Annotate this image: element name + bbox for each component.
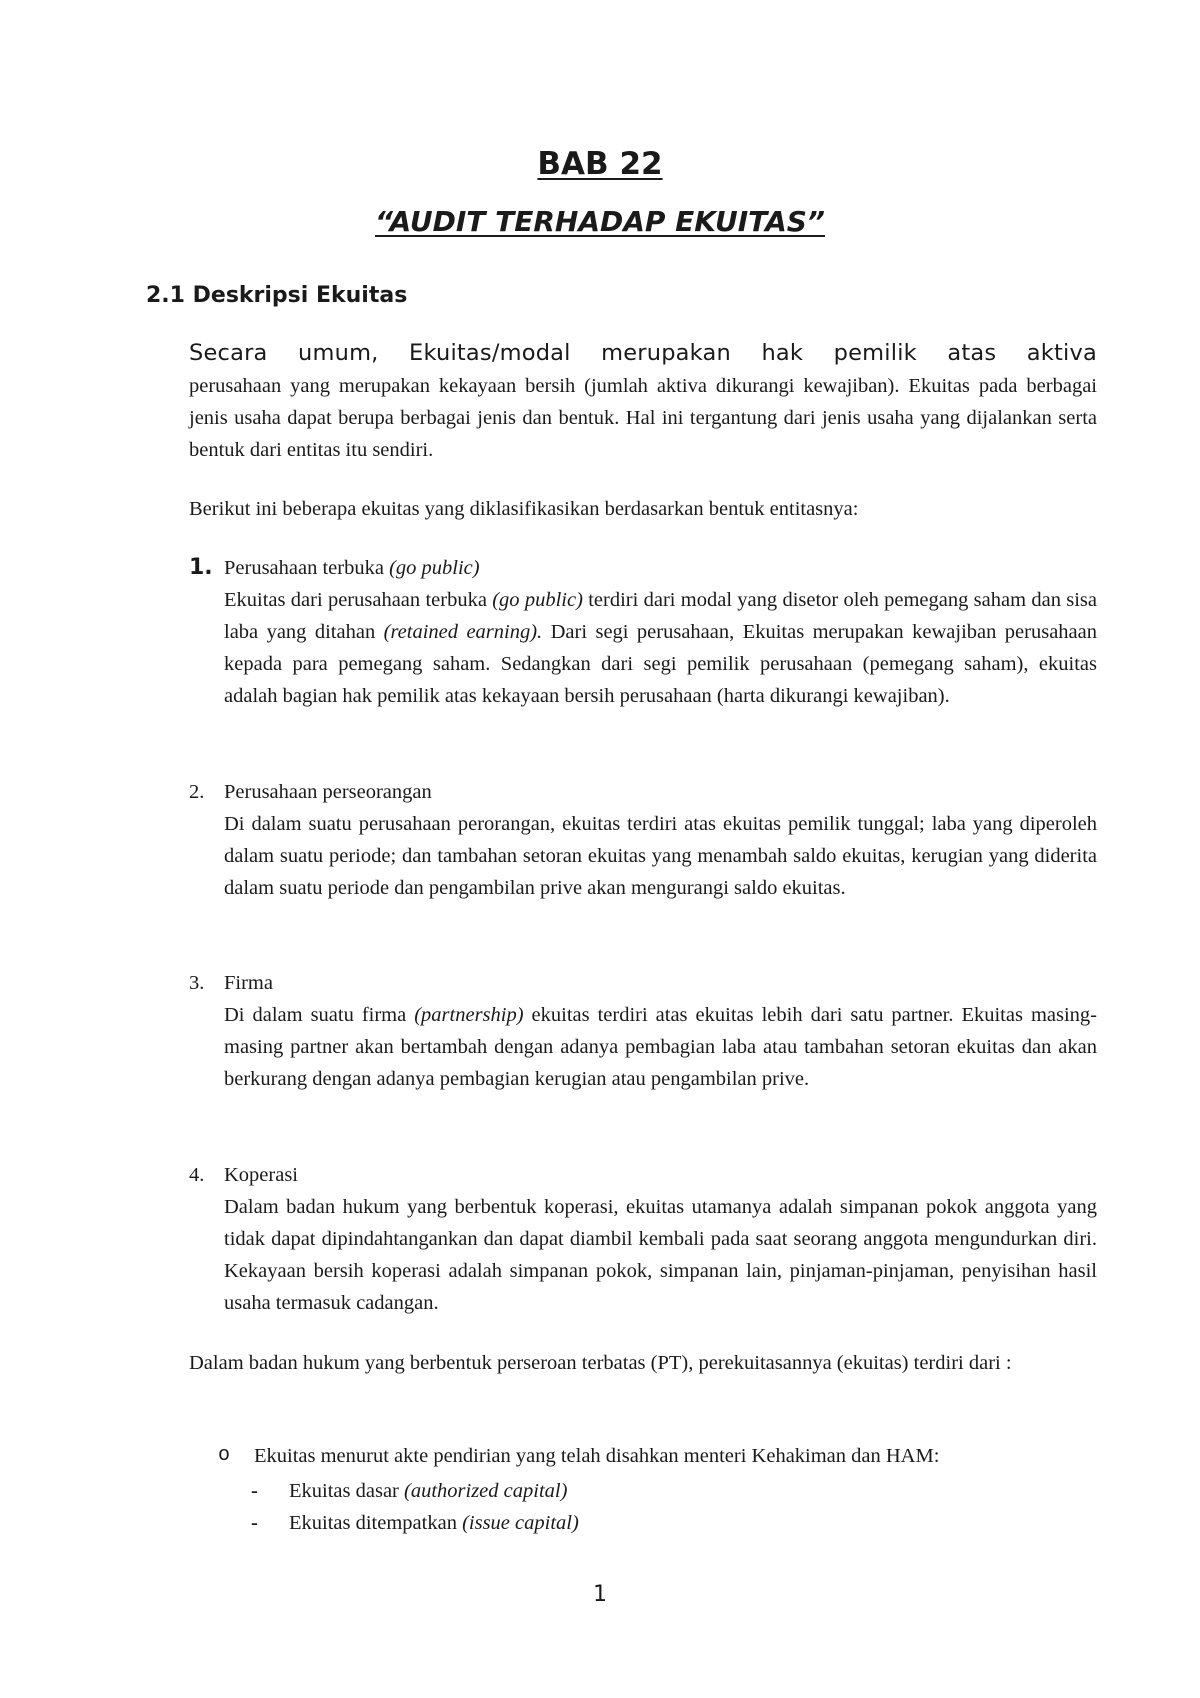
- intro-rest-text: perusahaan yang merupakan kekayaan bersih (jumlah aktiva dikurangi kewajiban). Ekuitas pada berbagai jenis usaha dapat berupa berbagai jenis dan bentuk. Hal ini tergantung dari jenis usaha yang dijalankan serta bentuk dari entitas itu sendiri.: [189, 375, 1097, 461]
- page-number: 1: [593, 1582, 607, 1607]
- list-item-number: 4.: [189, 1164, 205, 1186]
- list-item-body: Dalam badan hukum yang berbentuk koperasi, ekuitas utamanya adalah simpanan pokok anggota yang tidak dapat dipindahtangankan dan dapat diambil kembali pada saat seorang anggota mengundurkan diri. Kekayaan bersih koperasi adalah simpanan pokok, simpanan lain, pinjaman-pinjaman, penyisihan hasil usaha termasuk cadangan.: [224, 1196, 1097, 1314]
- chapter-number: BAB 22: [537, 146, 663, 182]
- dash-icon: -: [251, 1512, 258, 1534]
- list-item-body: Di dalam suatu perusahaan perorangan, ekuitas terdiri atas ekuitas pemilik tunggal; laba yang diperoleh dalam suatu periode; dan tambahan setoran ekuitas yang menambah saldo ekuitas, kerugian yang diderita dalam suatu periode dan pengambilan prive akan mengurangi saldo ekuitas.: [224, 813, 1097, 899]
- list-item-number: 3.: [189, 972, 205, 994]
- section-heading: 2.1 Deskripsi Ekuitas: [146, 283, 408, 308]
- intro-paragraph: [189, 336, 1097, 466]
- list-item-title: Perusahaan perseorangan: [224, 781, 432, 803]
- list-item-number: 1.: [189, 555, 213, 580]
- list-item-title: Firma: [224, 972, 273, 994]
- sub-bullet-text: Ekuitas ditempatkan (issue capital): [289, 1512, 579, 1534]
- bullet-text: Ekuitas menurut akte pendirian yang telah disahkan menteri Kehakiman dan HAM:: [254, 1445, 940, 1467]
- list-item-title: Koperasi: [224, 1164, 299, 1186]
- list-item-body: Di dalam suatu firma (partnership) ekuitas terdiri atas ekuitas lebih dari satu partner. Ekuitas masing-masing partner akan bertambah dengan adanya pembagian laba atau tambahan setoran ekuitas dan akan berkurang dengan adanya pembagian kerugian atau pengambilan prive.: [224, 1004, 1097, 1090]
- list-item-title: Perusahaan terbuka (go public): [224, 557, 480, 579]
- bullet-circle-icon: o: [218, 1444, 231, 1467]
- list-item-body: Ekuitas dari perusahaan terbuka (go public) terdiri dari modal yang disetor oleh pemegang saham dan sisa laba yang ditahan (retained earning). Dari segi perusahaan, Ekuitas merupakan kewajiban perusahaan kepada para pemegang saham. Sedangkan dari segi pemilik perusahaan (pemegang saham), ekuitas adalah bagian hak pemilik atas kekayaan bersih perusahaan (harta dikurangi kewajiban).: [224, 589, 1097, 707]
- intro-lead-text: Secara umum, Ekuitas/modal merupakan hak pemilik atas aktiva: [189, 340, 1097, 366]
- chapter-title: “AUDIT TERHADAP EKUITAS”: [375, 205, 825, 238]
- classification-intro: Berikut ini beberapa ekuitas yang diklasifikasikan berdasarkan bentuk entitasnya:: [189, 498, 859, 520]
- sub-bullet-text: Ekuitas dasar (authorized capital): [289, 1480, 568, 1502]
- dash-icon: -: [251, 1480, 258, 1502]
- pt-intro-paragraph: Dalam badan hukum yang berbentuk perseroan terbatas (PT), perekuitasannya (ekuitas) terdiri dari :: [189, 1352, 1012, 1374]
- list-item-number: 2.: [189, 781, 205, 803]
